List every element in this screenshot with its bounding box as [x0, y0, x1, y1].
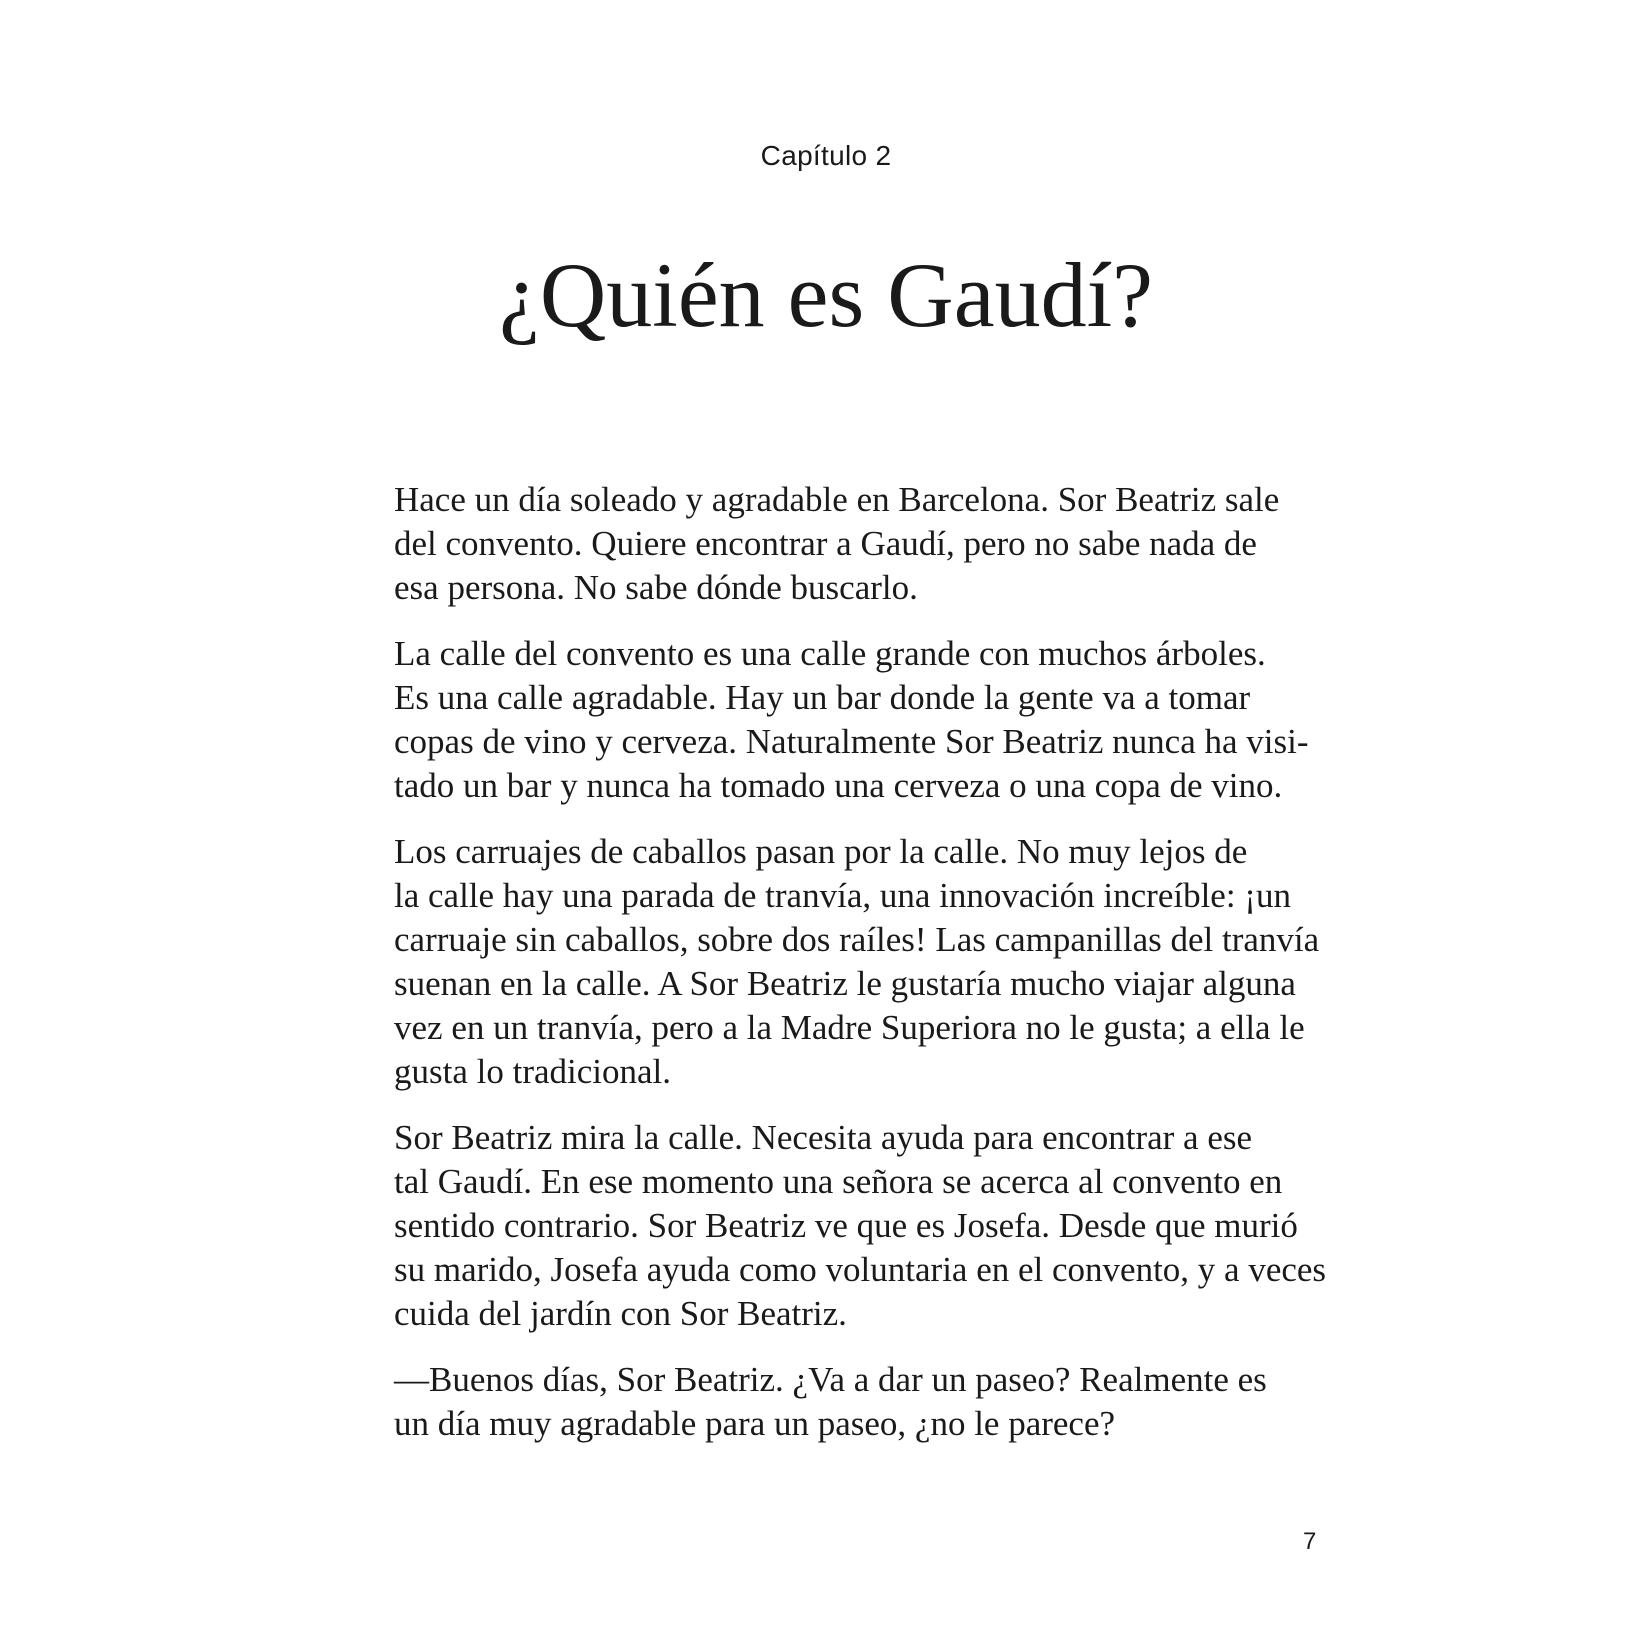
text-line: del convento. Quiere encontrar a Gaudí, pero no sabe nada de: [394, 524, 1257, 563]
chapter-label: Capítulo 2: [760, 140, 892, 171]
paragraph-1: [364, 478, 1314, 610]
text-line: suenan en la calle. A Sor Beatriz le gustaría mucho viajar alguna: [394, 964, 1296, 1003]
text-line: cuida del jardín con Sor Beatriz.: [394, 1294, 847, 1333]
text-line: copas de vino y cerveza. Naturalmente Sor Beatriz nunca ha visi-: [394, 722, 1309, 761]
text-line: tal Gaudí. En ese momento una señora se acerca al convento en: [394, 1162, 1283, 1201]
text-line: Es una calle agradable. Hay un bar donde la gente va a tomar: [394, 678, 1251, 717]
text-line: sentido contrario. Sor Beatriz ve que es Josefa. Desde que murió: [394, 1206, 1298, 1245]
text-line: carruaje sin caballos, sobre dos raíles! Las campanillas del tranvía: [394, 920, 1320, 959]
text-line: Sor Beatriz mira la calle. Necesita ayuda para encontrar a ese: [394, 1118, 1253, 1157]
paragraph-2: [364, 632, 1314, 808]
text-line: vez en un tranvía, pero a la Madre Superiora no le gusta; a ella le: [394, 1008, 1305, 1047]
text-line: Los carruajes de caballos pasan por la calle. No muy lejos de: [394, 832, 1248, 871]
text-line: su marido, Josefa ayuda como voluntaria en el convento, y a veces: [394, 1250, 1327, 1289]
paragraph-3: [364, 830, 1320, 1094]
text-line: esa persona. No sabe dónde buscarlo.: [394, 568, 918, 607]
paragraph-4: [364, 1116, 1327, 1336]
text-line: la calle hay una parada de tranvía, una innovación increíble: ¡un: [394, 876, 1291, 915]
paragraph-5: [364, 1358, 1314, 1446]
page-number: 7: [1303, 1528, 1317, 1555]
text-line: tado un bar y nunca ha tomado una cerveza o una copa de vino.: [394, 766, 1283, 805]
chapter-title: ¿Quién es Gaudí?: [499, 244, 1153, 346]
text-line: La calle del convento es una calle grande con muchos árboles.: [394, 634, 1266, 673]
body-text: [364, 478, 1327, 1468]
text-line: Hace un día soleado y agradable en Barcelona. Sor Beatriz sale: [394, 480, 1280, 519]
text-line: un día muy agradable para un paseo, ¿no le parece?: [394, 1404, 1116, 1443]
text-line: gusta lo tradicional.: [394, 1052, 672, 1091]
text-line: —Buenos días, Sor Beatriz. ¿Va a dar un paseo? Realmente es: [394, 1360, 1267, 1399]
